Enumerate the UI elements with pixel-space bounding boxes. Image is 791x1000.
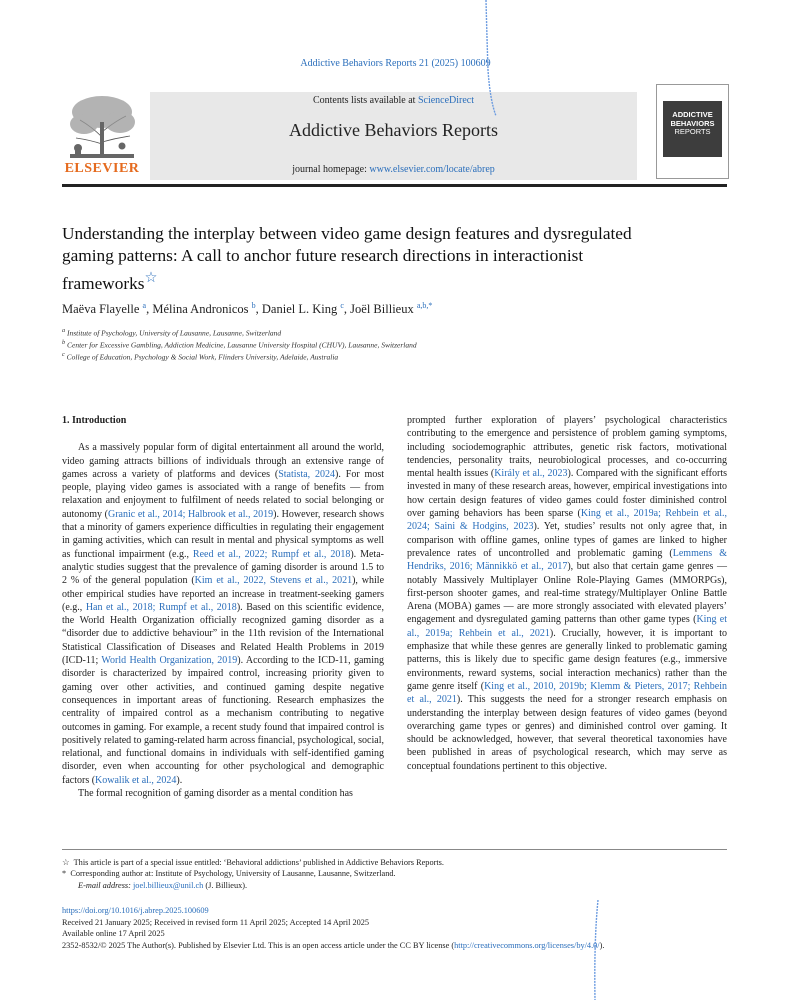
footnote-mark: * [62, 869, 67, 878]
citation-link[interactable]: Reed et al., 2022; Rumpf et al., 2018 [192, 548, 351, 560]
affiliation-text: Institute of Psychology, University of Lausanne, Lausanne, Switzerland [67, 328, 282, 338]
affiliation-text: Center for Excessive Gambling, Addiction Medicine, Lausanne University Hospital (CHUV), Lausanne, Switzerland [67, 340, 417, 350]
affiliation-mark: b [62, 339, 66, 346]
citation-link[interactable]: Kowalik et al., 2024 [95, 774, 177, 786]
cover-line: REPORTS [674, 127, 711, 136]
license-link[interactable]: http://creativecommons.org/licenses/by/4.0/ [454, 940, 600, 950]
author-list: Maëva Flayelle $^a$, Mélina Andronicos $^b$, Daniel L. King $^c$, Joël Billieux $^{a,b,*}$ [62, 301, 433, 317]
annotation-stroke [588, 900, 602, 1000]
article-title-text: Understanding the interplay between video game design features and dysregulated gaming patterns: A call to anchor future research directions in interactionist frameworks [62, 224, 632, 293]
affiliation [62, 339, 727, 350]
homepage-link[interactable]: www.elsevier.com/locate/abrep [369, 164, 495, 175]
annotation-stroke [478, 0, 498, 120]
section-heading: 1. Introduction [62, 415, 127, 426]
email-suffix: (J. Billieux). [203, 881, 248, 890]
cover-line: ADDICTIVE [672, 110, 713, 119]
doi-link[interactable]: https://doi.org/10.1016/j.abrep.2025.100609 [62, 906, 209, 915]
author-affiliation-mark[interactable]: a,b,* [416, 301, 433, 310]
author-name[interactable]: Mélina Andronicos [152, 302, 249, 317]
body-column-right [407, 414, 727, 773]
citation-link[interactable]: Granic et al., 2014; Halbrook et al., 2019 [107, 508, 274, 520]
author-name[interactable]: Maëva Flayelle [62, 302, 140, 317]
sciencedirect-link[interactable]: ScienceDirect [417, 95, 475, 106]
footnote-email [78, 881, 743, 890]
affiliation-text: College of Education, Psychology & Social Work, Flinders University, Adelaide, Australia [66, 352, 339, 362]
publisher-wordmark: ELSEVIER [64, 161, 140, 176]
citation-link[interactable]: Lemmens & Hendriks, 2016; Männikkö et al., 2017 [407, 547, 727, 573]
license-suffix: ). [599, 940, 605, 950]
citation-link[interactable]: King et al., 2019a; Rehbein et al., 2024; Saini & Hodgins, 2023 [407, 508, 727, 533]
title-footnote-mark[interactable]: ☆ [144, 270, 158, 286]
paragraph: prompted further exploration of players’ psychological characteristics contributing to the emergence and persistence of problem gaming symptoms, including sociodemographic attributes, genetic risk factors, motivational tendencies, personality traits, neurobiological processes, and co-occurring mental health issues (Király et al., 2023). Compared with the significant efforts invested in many of these research areas, however, empirical investigations into how certain design features of video games could foster diminished control over gaming behaviors has been sparse (King et al., 2019a; Rehbein et al., 2024; Saini & Hodgins, 2023). Yet, studies’ results not only agree that, in comparison with offline games, online types of games are linked to higher prevalence rates of uncontrolled and problematic gaming (Lemmens & Hendriks, 2016; Männikkö et al., 2017), but also that certain game genres — notably Massively Multiplayer Online Role-Playing Games (MMORPGs), first-person shooter games, and real-time strategy/Multiplayer Online Battle Arena (MOBA) games — are more strongly associated with elevated players’ engagement and dysregulated gaming patterns than other game types (King et al., 2019a; Rehbein et al., 2021). Crucially, however, it is important to emphasize that while these genres are generally linked to problematic gaming patterns, this is likely due to specific game design features (e.g., immersive environments, reward systems, social interaction mechanics) rather than the game genre itself (King et al., 2010, 2019b; Klemm & Pieters, 2017; Rehbein et al., 2021). This suggests the need for a stronger research emphasis on understanding the interplay between design features of video games (beyond overarching game types or genres) and diminished control over gaming. It should be acknowledged, however, that several theoretical taxonomies have been published in areas of psychological research, which may serve as conceptual foundations pertinent to this objective. [407, 415, 728, 772]
affiliation [62, 327, 727, 338]
journal-citation-link[interactable]: Addictive Behaviors Reports 21 (2025) 100609 [300, 58, 491, 69]
citation-link[interactable]: World Health Organization, 2019 [101, 655, 238, 667]
license-line [62, 940, 752, 952]
citation-link[interactable]: King et al., 2019a; Rehbein et al., 2021 [407, 614, 727, 639]
email-link[interactable]: joel.billieux@unil.ch [133, 881, 204, 890]
paragraph: The formal recognition of gaming disorder as a mental condition has [78, 788, 353, 800]
affiliation-mark: a [62, 327, 66, 334]
footnote-text: Corresponding author at: Institute of Psychology, University of Lausanne, Lausanne, Switzerland. [70, 869, 396, 878]
journal-cover-thumbnail [656, 84, 729, 179]
article-footer [62, 905, 752, 951]
footnote-corresponding [62, 869, 727, 878]
available-online: Available online 17 April 2025 [62, 929, 165, 938]
author-affiliation-mark[interactable]: a [142, 301, 147, 310]
cover-title-block [663, 101, 722, 157]
footnote-rule [62, 849, 727, 850]
citation-link[interactable]: Kim et al., 2022, Stevens et al., 2021 [194, 575, 353, 587]
author-affiliation-mark[interactable]: b [251, 301, 256, 310]
citation-link[interactable]: Han et al., 2018; Rumpf et al., 2018 [85, 601, 237, 613]
footnote-text: This article is part of a special issue entitled: ‘Behavioral addictions’ published in Addictive Behaviors Reports. [73, 858, 444, 867]
homepage-prefix: journal homepage: [292, 164, 370, 175]
affiliation [62, 351, 727, 362]
cover-line: BEHAVIORS [670, 118, 715, 128]
affiliation-mark: c [62, 351, 65, 358]
contents-prefix: Contents lists available at [312, 95, 418, 106]
homepage-line [150, 164, 637, 175]
citation-link[interactable]: Statista, 2024 [278, 468, 336, 480]
license-prefix: 2352-8532/© 2025 The Author(s). Published by Elsevier Ltd. This is an open access article under the CC BY license ( [62, 940, 455, 950]
journal-title: Addictive Behaviors Reports [289, 120, 498, 140]
author-name[interactable]: Daniel L. King [261, 302, 338, 317]
body-column-left [62, 414, 384, 800]
footnote-star [62, 857, 727, 867]
contents-line [150, 95, 637, 106]
citation-link[interactable]: King et al., 2010, 2019b; Klemm & Pieters, 2017; Rehbein et al., 2021 [407, 680, 727, 706]
article-title [62, 223, 662, 295]
received-dates: Received 21 January 2025; Received in revised form 11 April 2025; Accepted 14 April 2025 [62, 917, 370, 927]
citation-link[interactable]: Király et al., 2023 [494, 468, 568, 480]
author-affiliation-mark[interactable]: c [340, 301, 344, 310]
footnote-mark: ☆ [62, 858, 70, 867]
paragraph: As a massively popular form of digital entertainment all around the world, video gaming attracts billions of individuals through an extensive range of games across a variety of platforms and devices (Statista, 2024). For most people, playing video games is associated with a range of benefits — from relaxation and enjoyment to fulfilment of needs related to social belonging or autonomy (Granic et al., 2014; Halbrook et al., 2019). However, research shows that a minority of gamers experience difficulties in regulating their engagement in gaming activities, which can result in mental and physical symptoms as well as functional impairment (e.g., Reed et al., 2022; Rumpf et al., 2018). Meta-analytic studies suggest that the prevalence of gaming disorder is around 1.5 to 2 % of the general population (Kim et al., 2022, Stevens et al., 2021), while other empirical studies have reported an increase in treatment-seeking gamers (e.g., Han et al., 2018; Rumpf et al., 2018). Based on this scientific evidence, the World Health Organization officially recognized gaming disorder as a “disorder due to addictive behaviour” in the 11th revision of the International Statistical Classification of Diseases and Related Health Problems in 2019 (ICD-11; World Health Organization, 2019). According to the ICD-11, gaming disorder is characterized by impaired control, increasing priority given to gaming over other activities, and continued gaming despite negative consequences in important areas of functioning. Research emphasizes the centrality of impaired control as a mechanism contributing to negative outcomes in gaming. For example, a recent study found that impaired control is positively related to gaming-related harm across financial, psychological, social, relational, and functional domains in individuals with self-identified gaming disorder, even when accounting for other psychological and demographic factors (Kowalik et al., 2024). [62, 442, 385, 786]
author-name[interactable]: Joël Billieux [350, 302, 414, 317]
email-label: E-mail address: [78, 881, 133, 890]
header-rule [62, 184, 727, 187]
